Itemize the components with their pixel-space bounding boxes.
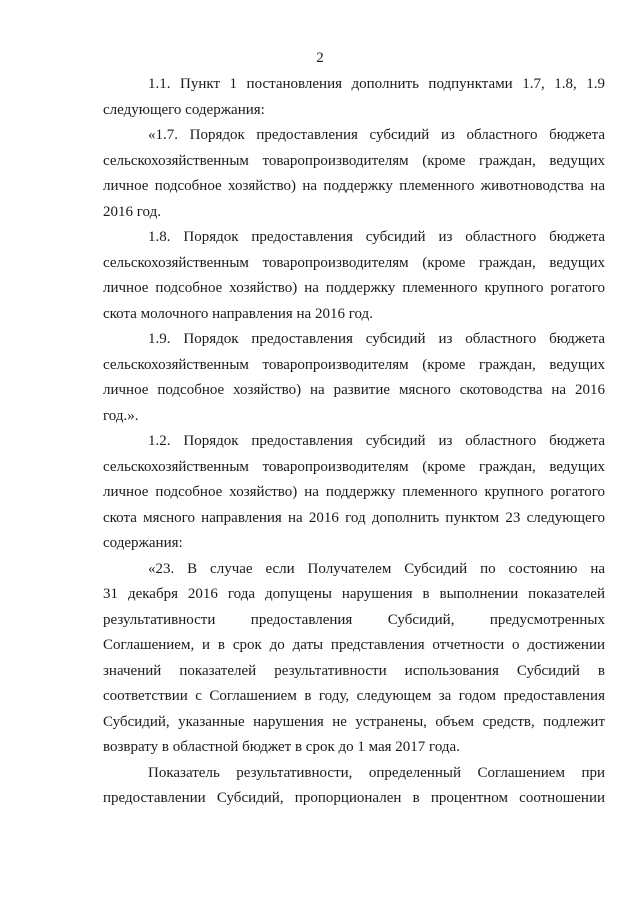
text-line: 2016 год. (103, 203, 161, 220)
text-line: соответствии с Соглашением в году, следующем за годом предоставления (103, 688, 605, 704)
text-line: личное подсобное хозяйство) на поддержку племенного крупного рогатого (103, 484, 605, 500)
text-line: личное подсобное хозяйство) на развитие мясного скотоводства на 2016 (103, 382, 605, 398)
text-line: Субсидий, указанные нарушения не устранены, объем средств, подлежит (103, 713, 605, 730)
page-number: 2 (316, 50, 324, 66)
text-line: скота молочного направления на 2016 год. (103, 305, 373, 322)
paragraph-1-7 (103, 123, 605, 225)
text-line: личное подсобное хозяйство) на поддержку племенного животноводства на (103, 178, 605, 194)
text-line: Соглашением, и в срок до даты представления отчетности о достижении (103, 637, 605, 653)
paragraph-23 (103, 557, 605, 761)
paragraph-indicator (103, 761, 605, 812)
paragraph-1-2 (103, 429, 605, 557)
text-line: возврату в областной бюджет в срок до 1 мая 2017 года. (103, 739, 460, 755)
text-line: 1.8. Порядок предоставления субсидий из областного бюджета (148, 229, 605, 245)
text-line: 1.1. Пункт 1 постановления дополнить подпунктами 1.7, 1.8, 1.9 (148, 76, 605, 92)
paragraph-1-9 (103, 327, 605, 429)
paragraph-1-1 (103, 72, 605, 123)
text-line: сельскохозяйственным товаропроизводителям (кроме граждан, ведущих (103, 152, 605, 169)
text-line: 31 декабря 2016 года допущены нарушения в выполнении показателей (103, 586, 605, 602)
text-line: содержания: (103, 535, 183, 551)
document-body (103, 72, 605, 812)
text-line: скота мясного направления на 2016 год дополнить пунктом 23 следующего (103, 509, 605, 526)
text-line: сельскохозяйственным товаропроизводителям (кроме граждан, ведущих (103, 356, 605, 373)
text-line: 1.9. Порядок предоставления субсидий из областного бюджета (148, 331, 605, 347)
text-line: личное подсобное хозяйство) на поддержку племенного крупного рогатого (103, 280, 605, 296)
text-line: предоставлении Субсидий, пропорционален в процентном соотношении (103, 790, 605, 806)
text-line: сельскохозяйственным товаропроизводителям (кроме граждан, ведущих (103, 254, 605, 271)
text-line: 1.2. Порядок предоставления субсидий из областного бюджета (148, 433, 605, 449)
text-line: «23. В случае если Получателем Субсидий по состоянию на (148, 560, 605, 577)
text-line: Показатель результативности, определенный Соглашением при (148, 764, 605, 781)
paragraph-1-8 (103, 225, 605, 327)
text-line: значений показателей результативности использования Субсидий в (103, 662, 605, 679)
text-line: следующего содержания: (103, 101, 265, 118)
text-line: год.». (103, 407, 139, 424)
text-line: результативности предоставления Субсидий, предусмотренных (103, 611, 605, 628)
text-line: «1.7. Порядок предоставления субсидий из областного бюджета (148, 127, 605, 143)
text-line: сельскохозяйственным товаропроизводителям (кроме граждан, ведущих (103, 458, 605, 475)
